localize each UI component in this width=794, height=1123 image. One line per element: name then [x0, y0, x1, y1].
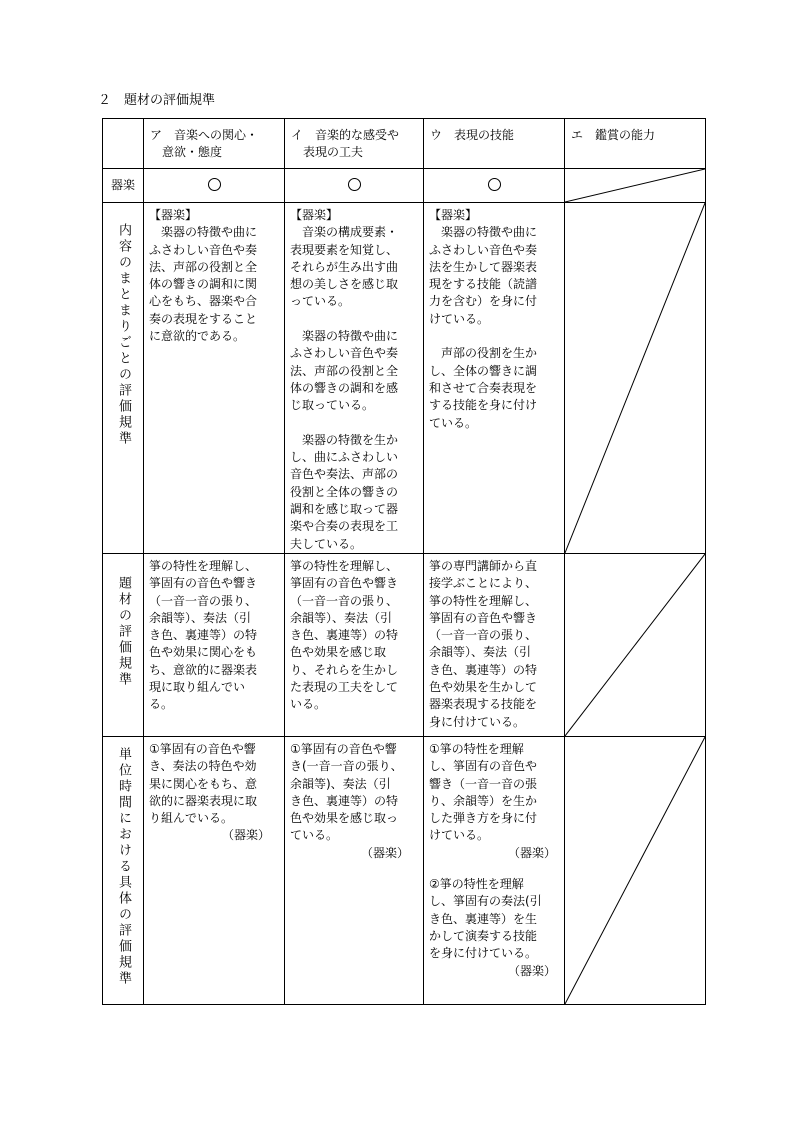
naiyou-cell-a: 【器楽】 楽器の特徴や曲に ふさわしい音色や奏 法、声部の役割と全 体の響きの調和に関 心をもち、器楽や合 奏の表現をすること に意欲的である。	[144, 203, 285, 554]
diagonal-slash	[565, 203, 705, 553]
daizai-cell-a: 箏の特性を理解し、 箏固有の音色や響き （一音一音の張り、 余韻等）、奏法（引 き色、裏連等）の特 色や効果に関心をも ち、意欲的に器楽表 現に取り組んでい る。	[144, 553, 285, 736]
tanni-cell-i: ①箏固有の音色や響 き(一音一音の張り、 余韻等)、奏法（引 き色、裏連等）の特 色や効果を感じ取っ ている。 （器楽）	[285, 736, 424, 1004]
column-header-i: イ 音楽的な感受や 表現の工夫	[285, 119, 424, 169]
kigaku-tag: （器楽）	[360, 845, 409, 860]
kigaku-cell-a	[144, 169, 285, 203]
column-header-e: エ 鑑賞の能力	[565, 119, 706, 169]
column-header-a: ア 音楽への関心・ 意欲・態度	[144, 119, 285, 169]
daizai-cell-i: 箏の特性を理解し、 箏固有の音色や響き （一音一音の張り、 余韻等）、奏法（引 き色、裏連等）の特 色や効果を感じ取 り、それらを生かし た表現の工夫をして いる。	[285, 553, 424, 736]
daizai-cell-e	[565, 553, 706, 736]
column-header-u: ウ 表現の技能	[424, 119, 565, 169]
header-row	[103, 119, 706, 169]
kigaku-cell-i	[285, 169, 424, 203]
kigaku-cell-e	[565, 169, 706, 203]
tanni-cell-a: ①箏固有の音色や響 き、奏法の特色や効 果に関心をもち、意 欲的に器楽表現に取 り組んでいる。 （器楽）	[144, 736, 285, 1004]
diagonal-slash	[565, 554, 705, 736]
page-heading: ２ 題材の評価規準	[98, 93, 216, 108]
daizai-cell-u: 箏の専門講師から直 接学ぶことにより、 箏の特性を理解し、 箏固有の音色や響き （一音一音の張り、 余韻等）、奏法（引 き色、裏連等）の特 色や効果を生かして 器楽表現する技能を 身に付けている。	[424, 553, 565, 736]
daizai-row	[103, 553, 706, 736]
row-label-daizai: 題材の評価規準	[103, 553, 144, 736]
row-label-kigaku: 器楽	[103, 169, 144, 203]
circle-mark	[488, 178, 501, 191]
circle-mark	[348, 178, 361, 191]
tanni-cell-u: ①箏の特性を理解 し、箏固有の音色や 響き（一音一音の張 り、余韻等）を生か した弾き方を身に付 けている。 （器楽） ②箏の特性を理解 し、箏固有の奏法(引 き色、裏連等）を生 かして演奏する技能 を身に付けている。 （器楽）	[424, 736, 565, 1004]
naiyou-cell-i: 【器楽】 音楽の構成要素・ 表現要素を知覚し、 それらが生み出す曲 想の美しさを感じ取 っている。 楽器の特徴や曲に ふさわしい音色や奏 法、声部の役割と全 体の響きの調和を感 じ取っている。 楽器の特徴を生か し、曲にふさわしい 音色や奏法、声部の 役割と全体の響きの 調和を感じ取って器 楽や合奏の表現を工 夫している。	[285, 203, 424, 554]
tanni-row	[103, 736, 706, 1004]
kigaku-tag: （器楽）	[507, 963, 556, 978]
kigaku-tag: （器楽）	[221, 828, 270, 843]
evaluation-criteria-table	[102, 118, 706, 1005]
kigaku-tag: （器楽）	[507, 845, 556, 860]
row-label-tanni: 単位時間における具体の評価規準	[103, 736, 144, 1004]
kigaku-row	[103, 169, 706, 203]
naiyou-row	[103, 203, 706, 554]
diagonal-slash	[565, 169, 705, 202]
diagonal-slash	[565, 737, 705, 1004]
naiyou-cell-e	[565, 203, 706, 554]
row-label-naiyou: 内容のまとまりごとの評価規準	[103, 203, 144, 554]
kigaku-cell-u	[424, 169, 565, 203]
tanni-cell-e	[565, 736, 706, 1004]
naiyou-cell-u: 【器楽】 楽器の特徴や曲に ふさわしい音色や奏 法を生かして器楽表 現をする技能（読譜 力を含む）を身に付 けている。 声部の役割を生か し、全体の響きに調 和させて合奏表現を する技能を身に付け ている。	[424, 203, 565, 554]
circle-mark	[208, 178, 221, 191]
corner-cell	[103, 119, 144, 169]
